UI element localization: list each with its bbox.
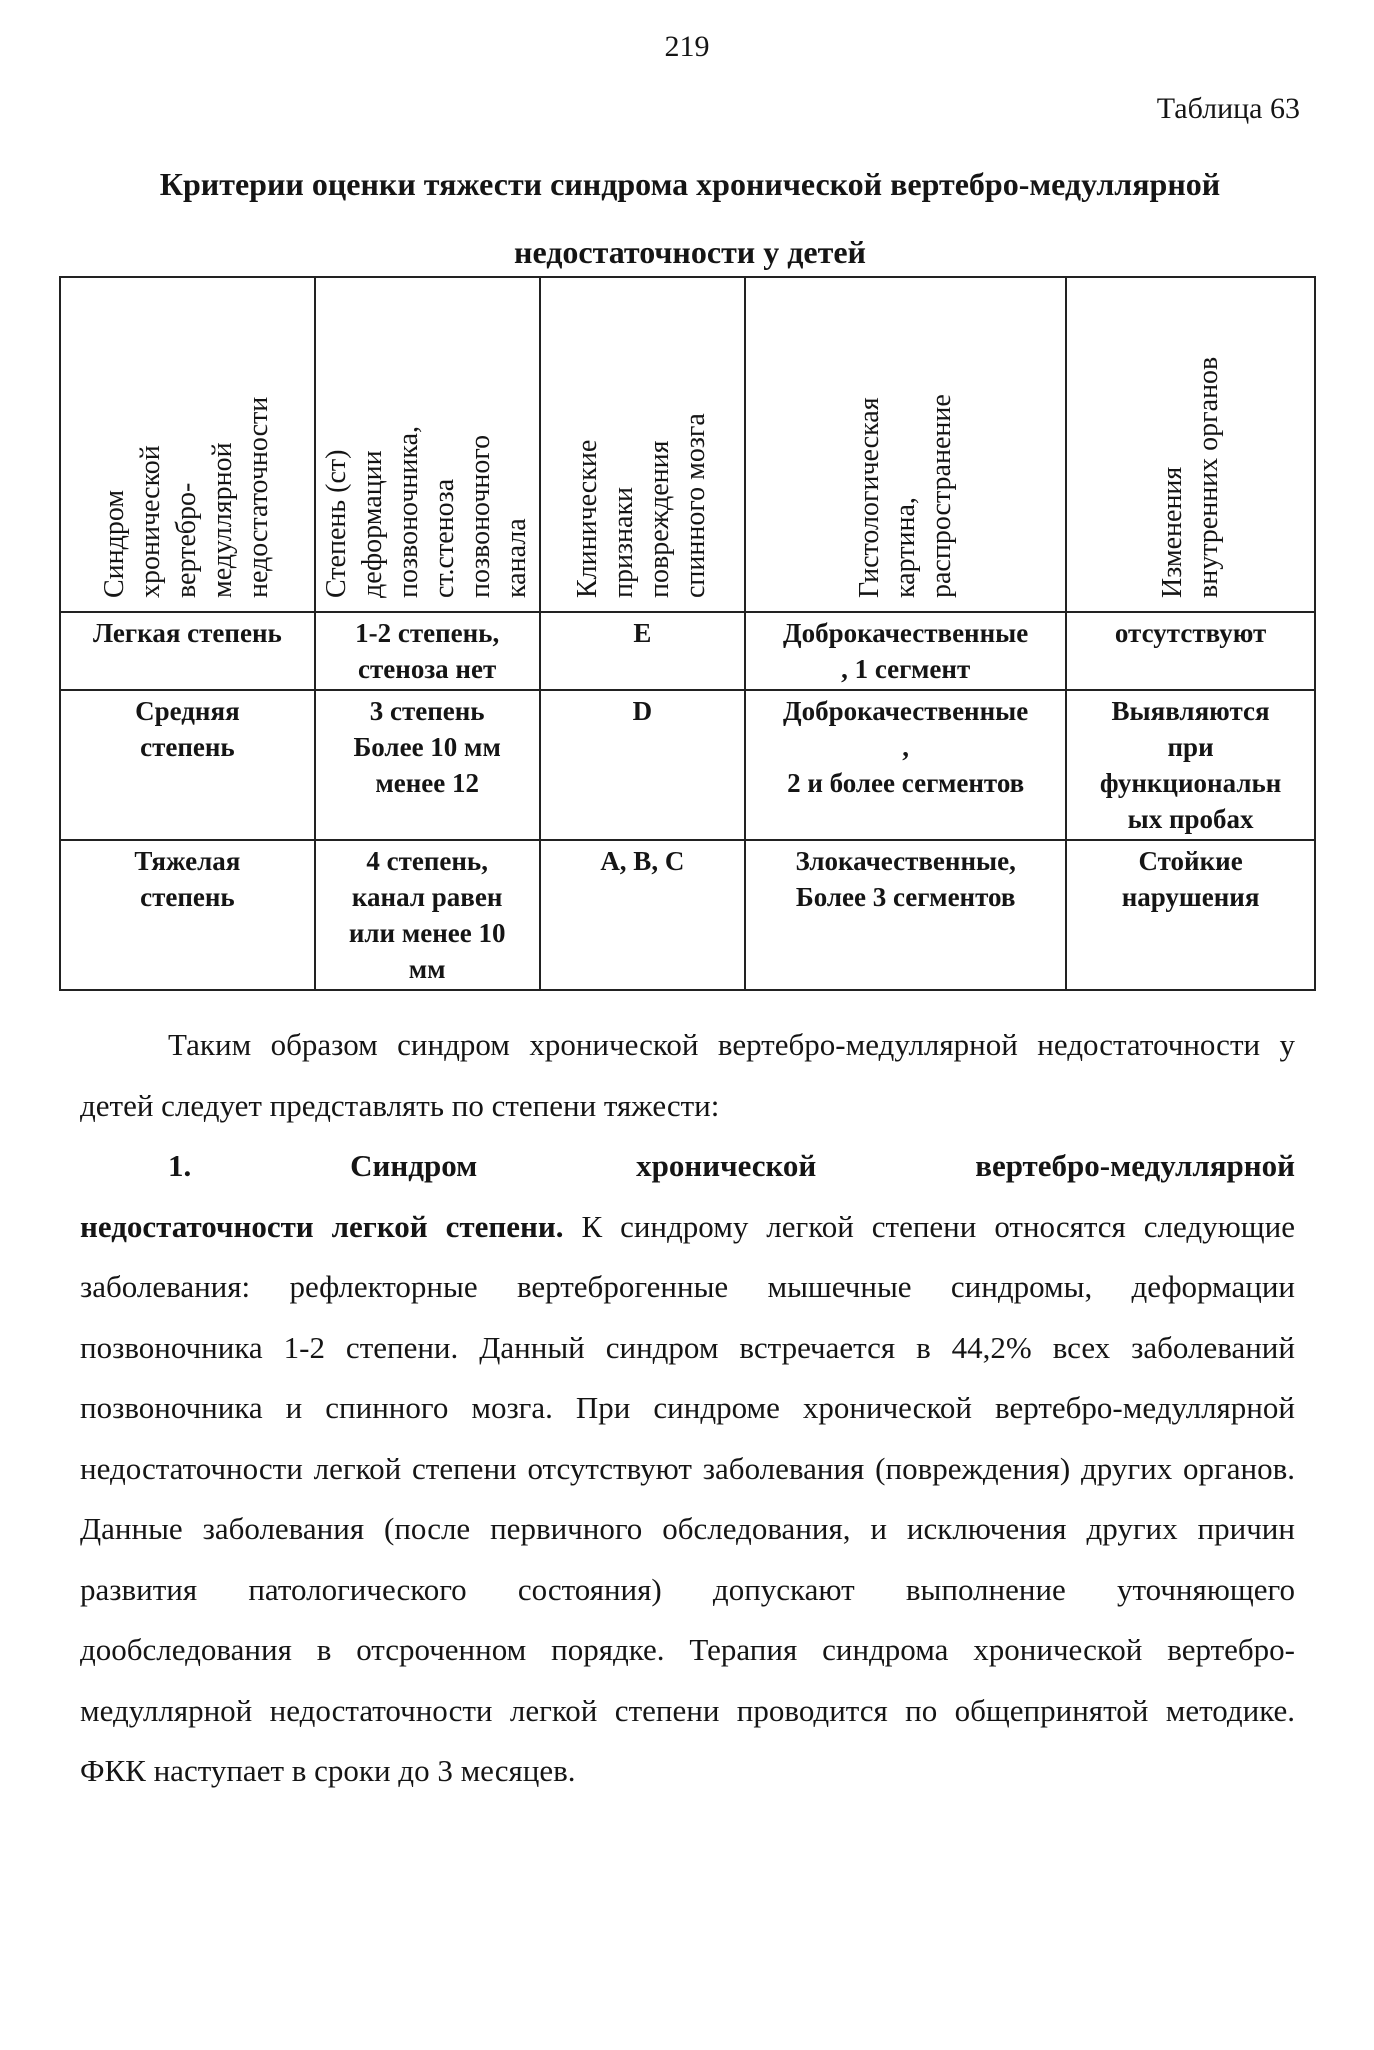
table-row [60,840,1315,990]
table-cell: 4 степень, канал равен или менее 10 мм [315,840,540,990]
header-cell [1066,277,1315,612]
heading-number: 1. [168,1148,192,1183]
table-row [60,690,1315,840]
table-title-line: недостаточности у детей [514,234,866,270]
table-cell: A, B, C [540,840,746,990]
section-heading [80,1136,1295,1197]
heading-lead: недостаточности легкой степени. [80,1208,564,1244]
table-cell: 3 степень Более 10 мм менее 12 [315,690,540,840]
table-cell: 1-2 степень, стеноза нет [315,612,540,690]
header-text: Клинические признаки повреждения спинного мозга [572,413,712,598]
section-1 [80,1136,1295,1802]
header-cell [60,277,315,612]
heading-word: вертебро-медуллярной [975,1148,1295,1183]
header-text: Изменения внутренних органов [1156,356,1224,598]
criteria-table [59,276,1316,991]
paragraph: Таким образом синдром хронической вертебро-медуллярной недостаточности у детей следует представлять по степени тяжести: [80,1027,1295,1123]
table-cell: Тяжелая степень [60,840,315,990]
header-cell [315,277,540,612]
table-cell: Выявляются при функциональн ых пробах [1066,690,1315,840]
header-text: Гистологическая картина, распространение [853,394,957,598]
table-row [60,612,1315,690]
table-cell: E [540,612,746,690]
table-cell: Средняя степень [60,690,315,840]
table-title [60,150,1320,286]
table-cell: D [540,690,746,840]
table-cell: Злокачественные, Более 3 сегментов [745,840,1066,990]
table-cell: Доброкачественные , 2 и более сегментов [745,690,1066,840]
table-cell: Стойкие нарушения [1066,840,1315,990]
table-cell: Доброкачественные , 1 сегмент [745,612,1066,690]
header-cell [745,277,1066,612]
table-label: Таблица 63 [1156,92,1300,125]
paragraph [80,1197,1295,1802]
header-text: Синдром хронической вертебро- медуллярной недостаточности [99,396,275,598]
header-cell [540,277,746,612]
page-number: 219 [664,30,710,63]
paragraph-text: К синдрому легкой степени относятся следующие заболевания: рефлекторные вертеброгенные мышечные синдромы, деформации позвоночника 1-2 степени. Данный синдром встречается в 44,2% всех заболеваний позвоночника и спинного мозга. При синдроме хронической вертебро-медуллярной недостаточности легкой степени отсутствуют заболевания (повреждения) других органов. Данные заболевания (после первичного обследования, и исключения других причин развития патологического состояния) допускают выполнение уточняющего дообследования в отсроченном порядке. Терапия синдрома хронической вертебро-медуллярной недостаточности легкой степени проводится по общепринятой методике. ФКК наступает в сроки до 3 месяцев. [80,1208,1295,1788]
table-cell: отсутствуют [1066,612,1315,690]
heading-word: хронической [636,1148,817,1183]
header-text: Степень (ст) деформации позвоночника, ст.стеноза позвоночного канала [321,426,533,598]
table-cell: Легкая степень [60,612,315,690]
table-header-row [60,277,1315,612]
table-title-line: Критерии оценки тяжести синдрома хронической вертебро-медуллярной [159,166,1221,202]
heading-word: Синдром [350,1148,478,1183]
